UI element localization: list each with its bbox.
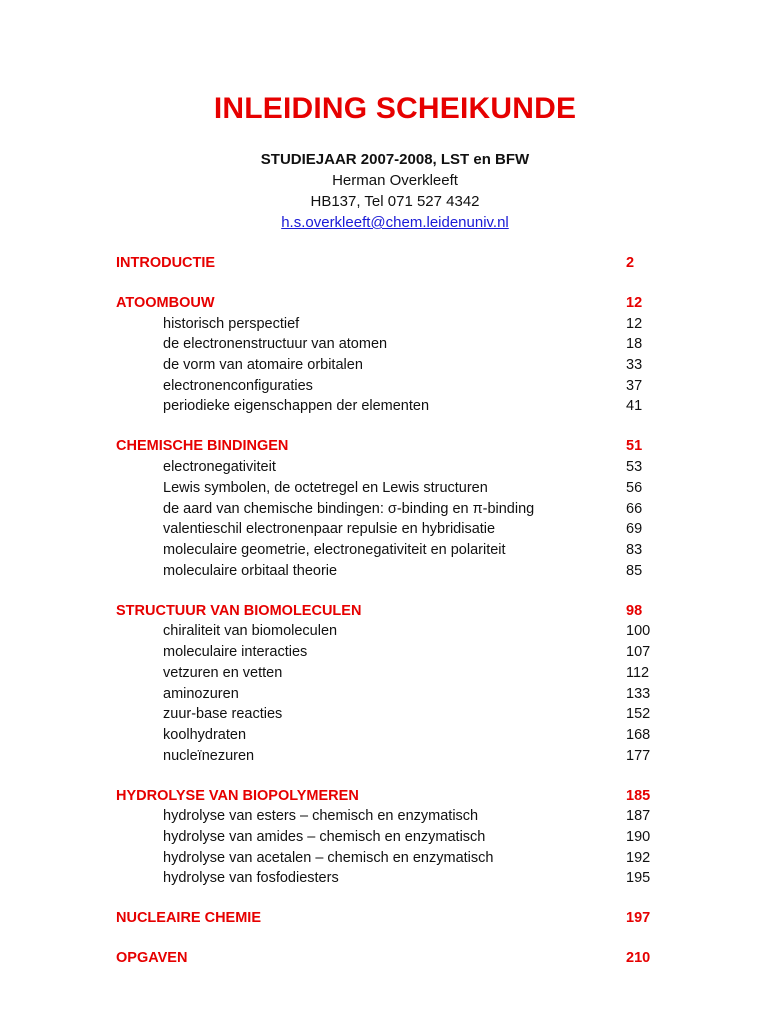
toc-section-row[interactable] (0, 788, 768, 808)
toc-entry-row[interactable] (0, 378, 768, 398)
toc-entry-row[interactable] (0, 808, 768, 828)
toc-entry-row[interactable] (0, 398, 768, 418)
toc-entry-row[interactable] (0, 850, 768, 870)
toc-entry-label: hydrolyse van amides – chemisch en enzymatisch (163, 829, 486, 845)
toc-entry-row[interactable] (0, 542, 768, 562)
toc-page-number: 98 (626, 603, 643, 619)
toc-entry-label: de vorm van atomaire orbitalen (163, 357, 363, 373)
toc-entry-row[interactable] (0, 336, 768, 356)
document-title: INLEIDING SCHEIKUNDE (213, 92, 577, 125)
toc-section-label: OPGAVEN (116, 950, 188, 966)
toc-entry-label: valentieschil electronenpaar repulsie en hybridisatie (163, 521, 496, 537)
author-contact: HB137, Tel 071 527 4342 (310, 193, 480, 210)
toc-entry-label: aminozuren (163, 686, 239, 702)
toc-entry-label: historisch perspectief (163, 316, 300, 332)
toc-page-number: 152 (626, 706, 651, 722)
toc-page-number: 192 (626, 850, 651, 866)
toc-page-number: 12 (626, 295, 643, 311)
toc-entry-row[interactable] (0, 623, 768, 643)
toc-entry-label: periodieke eigenschappen der elementen (163, 398, 430, 414)
toc-section-row[interactable] (0, 255, 768, 275)
toc-entry-label: hydrolyse van fosfodiesters (163, 870, 339, 886)
toc-section-row[interactable] (0, 603, 768, 623)
toc-page-number: 41 (626, 398, 643, 414)
toc-page-number: 85 (626, 563, 643, 579)
toc-entry-label: zuur-base reacties (163, 706, 283, 722)
toc-page-number: 112 (626, 665, 650, 681)
toc-entry-row[interactable] (0, 748, 768, 768)
toc-page-number: 168 (626, 727, 651, 743)
toc-entry-label: vetzuren en vetten (163, 665, 283, 681)
toc-page-number: 69 (626, 521, 643, 537)
toc-page-number: 2 (626, 255, 635, 271)
author-email[interactable] (0, 214, 768, 231)
toc-entry-row[interactable] (0, 727, 768, 747)
toc-page-number: 56 (626, 480, 643, 496)
toc-entry-row[interactable] (0, 521, 768, 541)
toc-page-number: 107 (626, 644, 651, 660)
toc-entry-label: electronenconfiguraties (163, 378, 313, 394)
toc-entry-label: chiraliteit van biomoleculen (163, 623, 338, 639)
toc-section-label: INTRODUCTIE (116, 255, 216, 271)
toc-page-number: 37 (626, 378, 643, 394)
toc-entry-label: de aard van chemische bindingen: σ-binding en π-binding (163, 501, 535, 517)
toc-entry-row[interactable] (0, 459, 768, 479)
toc-section-row[interactable] (0, 295, 768, 315)
toc-entry-label: moleculaire orbitaal theorie (163, 563, 338, 579)
toc-entry-label: de electronenstructuur van atomen (163, 336, 388, 352)
document-subtitle: STUDIEJAAR 2007-2008, LST en BFW (260, 151, 530, 168)
email-link[interactable]: h.s.overkleeft@chem.leidenuniv.nl (281, 214, 509, 231)
toc-page-number: 210 (626, 950, 651, 966)
toc-page-number: 66 (626, 501, 643, 517)
toc-page-number: 197 (626, 910, 651, 926)
toc-page-number: 195 (626, 870, 651, 886)
toc-entry-row[interactable] (0, 357, 768, 377)
toc-section-row[interactable] (0, 438, 768, 458)
toc-entry-row[interactable] (0, 316, 768, 336)
toc-entry-label: hydrolyse van esters – chemisch en enzymatisch (163, 808, 479, 824)
toc-page-number: 51 (626, 438, 643, 454)
toc-section-row[interactable] (0, 950, 768, 970)
toc-entry-row[interactable] (0, 563, 768, 583)
toc-page-number: 187 (626, 808, 651, 824)
toc-page-number: 133 (626, 686, 651, 702)
toc-entry-label: electronegativiteit (163, 459, 276, 475)
toc-entry-label: moleculaire geometrie, electronegativiteit en polariteit (163, 542, 506, 558)
toc-page-number: 33 (626, 357, 643, 373)
toc-page-number: 53 (626, 459, 643, 475)
toc-entry-label: nucleïnezuren (163, 748, 255, 764)
toc-entry-label: koolhydraten (163, 727, 247, 743)
toc-entry-row[interactable] (0, 706, 768, 726)
toc-entry-row[interactable] (0, 644, 768, 664)
toc-page-number: 12 (626, 316, 643, 332)
toc-section-label: HYDROLYSE VAN BIOPOLYMEREN (116, 788, 359, 804)
toc-page-number: 100 (626, 623, 651, 639)
toc-entry-row[interactable] (0, 501, 768, 521)
toc-section-label: ATOOMBOUW (116, 295, 215, 311)
toc-entry-row[interactable] (0, 686, 768, 706)
toc-entry-row[interactable] (0, 870, 768, 890)
toc-entry-label: moleculaire interacties (163, 644, 308, 660)
toc-section-row[interactable] (0, 910, 768, 930)
toc-entry-row[interactable] (0, 665, 768, 685)
toc-entry-row[interactable] (0, 829, 768, 849)
toc-section-label: NUCLEAIRE CHEMIE (116, 910, 262, 926)
author-name: Herman Overkleeft (332, 172, 458, 189)
toc-page-number: 185 (626, 788, 651, 804)
toc-page-number: 83 (626, 542, 643, 558)
toc-entry-label: hydrolyse van acetalen – chemisch en enzymatisch (163, 850, 494, 866)
toc-entry-label: Lewis symbolen, de octetregel en Lewis structuren (163, 480, 488, 496)
toc-section-label: STRUCTUUR VAN BIOMOLECULEN (116, 603, 362, 619)
toc-section-label: CHEMISCHE BINDINGEN (116, 438, 289, 454)
toc-page-number: 177 (626, 748, 651, 764)
toc-entry-row[interactable] (0, 480, 768, 500)
toc-page-number: 18 (626, 336, 643, 352)
toc-page-number: 190 (626, 829, 651, 845)
